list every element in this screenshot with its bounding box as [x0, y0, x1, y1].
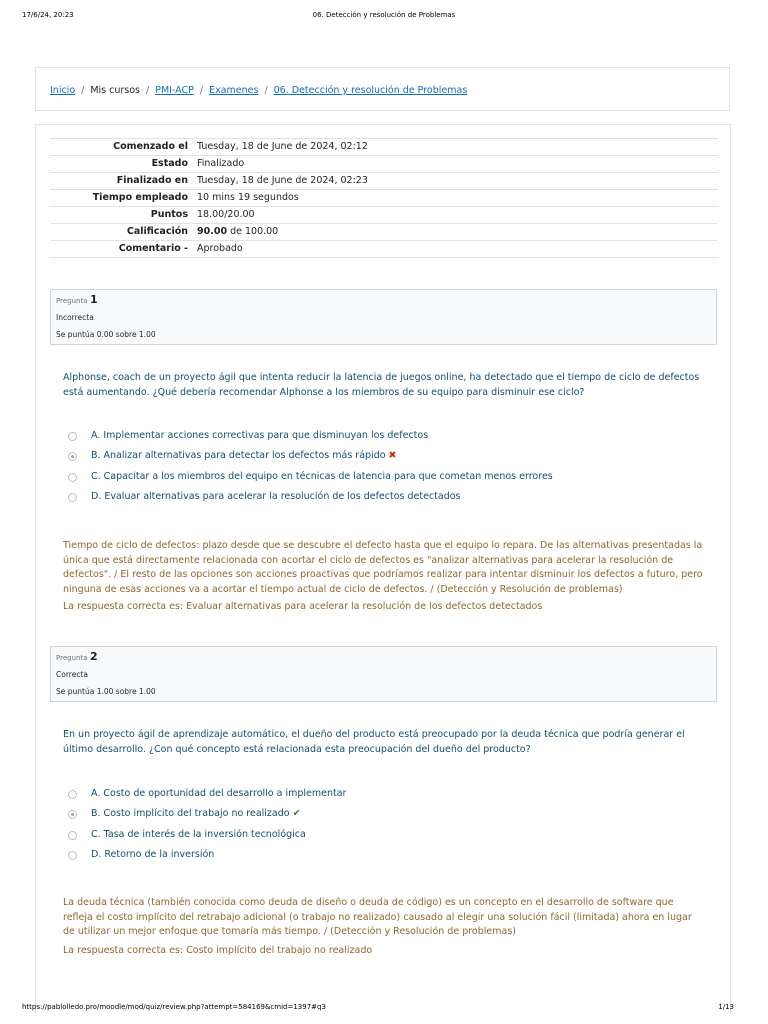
answer-label: D. Evaluar alternativas para acelerar la resolución de los defectos detectados: [91, 491, 461, 502]
summary-row-finished: [50, 173, 718, 190]
summary-label: Calificación: [126, 226, 188, 237]
summary-row-grade: [50, 224, 718, 241]
question-state: Incorrecta: [56, 313, 94, 322]
radio-button[interactable]: [68, 851, 77, 860]
question-grade: Se puntúa 0.00 sobre 1.00: [56, 330, 156, 339]
question-number: 1: [90, 293, 98, 306]
summary-label: Comenzado el: [113, 141, 188, 152]
question-2-feedback: La deuda técnica (también conocida como deuda de diseño o deuda de código) es un concepto en el desarrollo de software que refleja el costo implícito del retrabajo adicional (o trabajo no realizado) causado al elegir una solución fácil (limitada) ahora en lugar de utilizar un mejor enfoque que tomaría más tiempo. / (Detección y Resolución de problemas): [63, 897, 692, 937]
summary-value: 18.00/20.00: [197, 209, 255, 220]
summary-row-time-taken: [50, 190, 718, 207]
question-label: Pregunta: [56, 654, 88, 662]
summary-value: Tuesday, 18 de June de 2024, 02:23: [197, 175, 368, 186]
breadcrumb-mis-cursos: Mis cursos: [90, 85, 141, 96]
radio-button[interactable]: [68, 473, 77, 482]
answer-label: A. Costo de oportunidad del desarrollo a implementar: [91, 788, 347, 799]
answer-label-wrap: [91, 450, 397, 461]
radio-button[interactable]: [68, 432, 77, 441]
breadcrumb-inicio[interactable]: Inicio: [50, 85, 76, 96]
question-1-text: Alphonse, coach de un proyecto ágil que intenta reducir la latencia de juegos online, ha detectado que el tiempo de ciclo de defectos está aumentando. ¿Qué debería recomendar Alphonse a los miembros de su equipo para disminuir ese ciclo?: [63, 372, 700, 398]
breadcrumb-separator: /: [199, 85, 204, 96]
summary-row-state: [50, 156, 718, 173]
question-2-info: [50, 646, 717, 702]
grade-value: 90.00: [197, 226, 228, 237]
summary-label: Tiempo empleado: [92, 192, 188, 203]
question-2-text: En un proyecto ágil de aprendizaje automático, el dueño del producto está preocupado por la deuda técnica que podría generar el último desarrollo. ¿Con qué concepto está relacionada esta preocupación del dueño del producto?: [63, 729, 685, 755]
answer-label: A. Implementar acciones correctivas para que disminuyan los defectos: [91, 430, 429, 441]
summary-value: Finalizado: [197, 158, 245, 169]
question-label: Pregunta: [56, 297, 88, 305]
summary-value: [193, 224, 718, 241]
answer-label-wrap: [91, 808, 301, 819]
summary-value: Tuesday, 18 de June de 2024, 02:12: [197, 141, 368, 152]
answer-label: C. Capacitar a los miembros del equipo en técnicas de latencia para que cometan menos errores: [91, 471, 553, 482]
incorrect-icon: ✖: [388, 450, 397, 461]
summary-label: Puntos: [150, 209, 188, 220]
summary-value: Aprobado: [197, 243, 243, 254]
radio-button[interactable]: [68, 790, 77, 799]
attempt-summary-table: [50, 138, 718, 258]
question-grade: Se puntúa 1.00 sobre 1.00: [56, 687, 156, 696]
question-2-right-answer: La respuesta correcta es: Costo implícito del trabajo no realizado: [63, 945, 373, 956]
grade-out-of: de 100.00: [227, 226, 279, 237]
summary-row-marks: [50, 207, 718, 224]
print-date: 17/6/24, 20:23: [22, 11, 74, 19]
breadcrumb: [50, 85, 467, 96]
breadcrumb-container: [35, 67, 730, 111]
question-1-feedback: Tiempo de ciclo de defectos: plazo desde que se descubre el defecto hasta que el equipo lo repara. De las alternativas presentadas la única que está directamente relacionada con acortar el ciclo de defectos es "analizar alternativas para acelerar la resolución de defectos". / El resto de las opciones son acciones proactivas que podríamos realizar para intentar disminuir los defectos a futuro, pero ninguna de esas acciones va a acortar el tiempo actual de ciclo de defectos. / (Detección y Resolución de problemas): [63, 540, 703, 595]
answer-label: B. Costo implícito del trabajo no realizado: [91, 808, 290, 819]
summary-label: Finalizado en: [116, 175, 188, 186]
radio-button[interactable]: [68, 493, 77, 502]
breadcrumb-separator: /: [81, 85, 85, 96]
print-page-count: 1/13: [718, 1003, 734, 1011]
print-header: [22, 11, 746, 23]
print-footer: [22, 1003, 746, 1015]
summary-value: 10 mins 19 segundos: [197, 192, 299, 203]
question-1-right-answer: La respuesta correcta es: Evaluar alternativas para acelerar la resolución de los defectos detectados: [63, 601, 543, 612]
radio-button-selected[interactable]: [68, 810, 77, 819]
question-1-info: [50, 289, 717, 345]
breadcrumb-examenes[interactable]: Examenes: [209, 85, 259, 96]
summary-row-started: [50, 139, 718, 156]
summary-row-comment: [50, 241, 718, 258]
correct-check-icon: ✔: [292, 808, 301, 819]
summary-label: Comentario -: [118, 243, 188, 254]
answer-label: B. Analizar alternativas para detectar los defectos más rápido: [91, 450, 386, 461]
answer-label: D. Retorno de la inversión: [91, 849, 215, 860]
breadcrumb-pmi-acp[interactable]: PMI-ACP: [155, 85, 194, 96]
summary-label: Estado: [151, 158, 188, 169]
radio-button-selected[interactable]: [68, 452, 77, 461]
print-title: 06. Detección y resolución de Problemas: [312, 11, 456, 19]
print-url: https://pablolledo.pro/moodle/mod/quiz/review.php?attempt=584169&cmid=1397#q3: [22, 1003, 326, 1011]
breadcrumb-separator: /: [264, 85, 268, 96]
breadcrumb-separator: /: [146, 85, 150, 96]
breadcrumb-quiz[interactable]: 06. Detección y resolución de Problemas: [273, 85, 468, 96]
question-state: Correcta: [56, 670, 88, 679]
question-number: 2: [90, 650, 98, 663]
radio-button[interactable]: [68, 831, 77, 840]
answer-label: C. Tasa de interés de la inversión tecnológica: [91, 829, 306, 840]
